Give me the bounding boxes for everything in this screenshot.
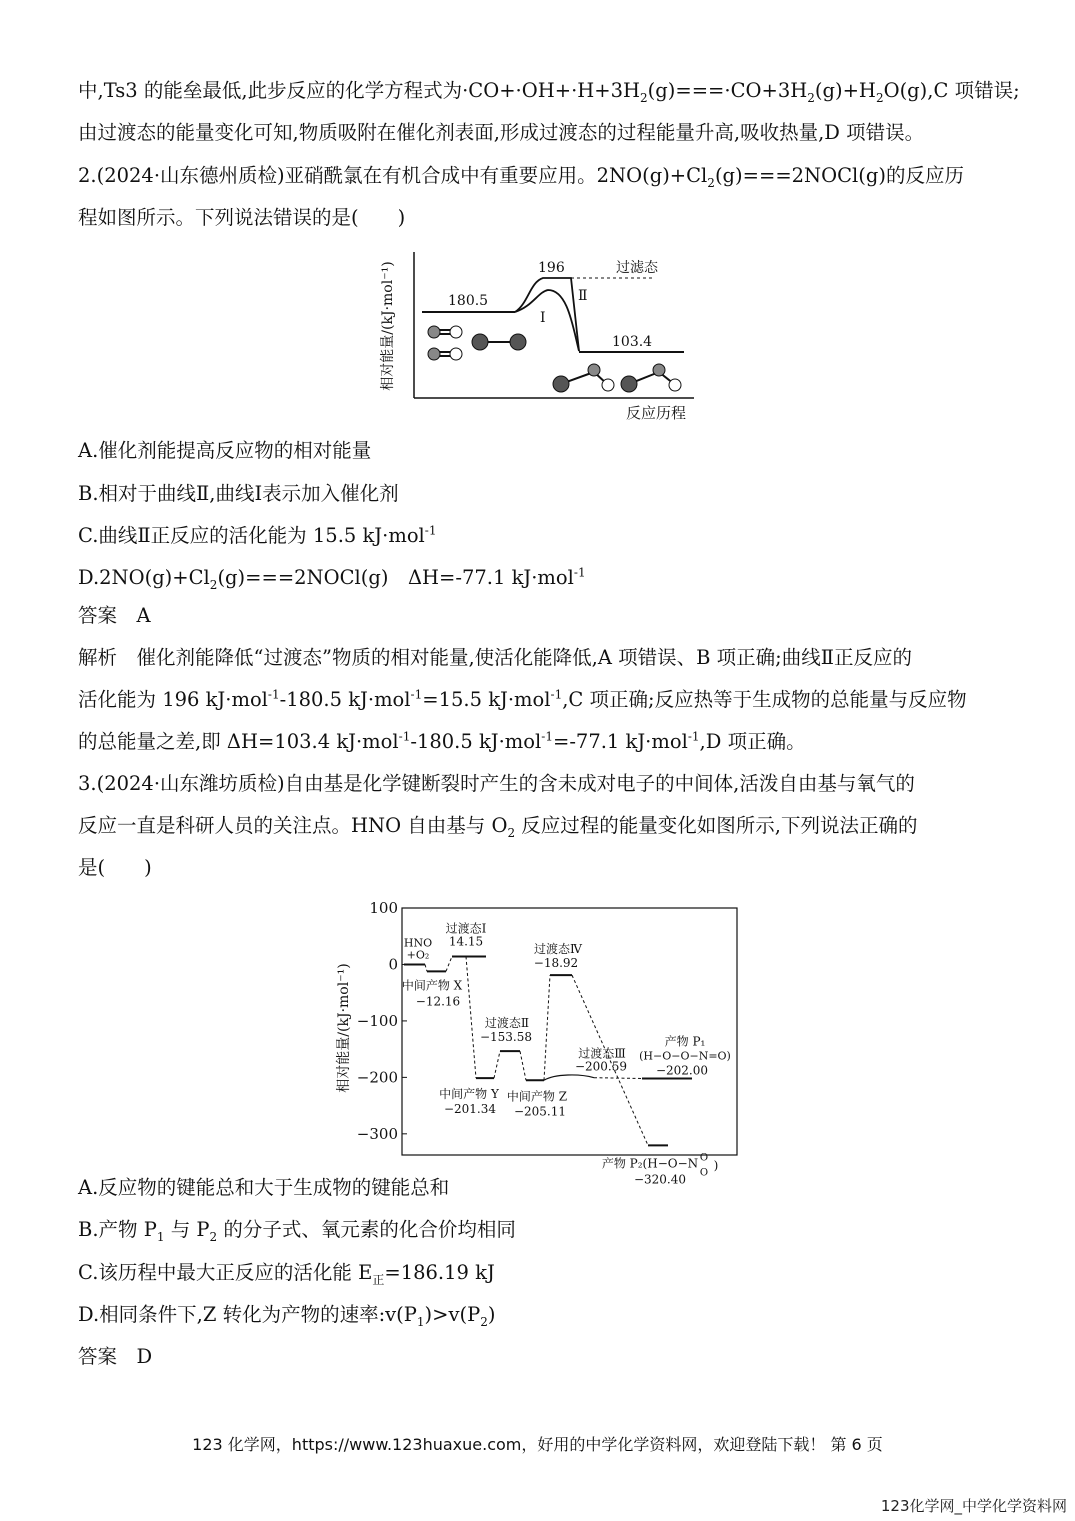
y-tick-label: −100 — [356, 1011, 398, 1030]
cl2-molecule-icon — [472, 334, 526, 350]
option-3d: D.相同条件下,Z 转化为产物的速率$:v(P_1)>v(P_2)$ — [78, 1303, 496, 1329]
answer-3: 答案 D — [78, 1345, 153, 1368]
label-ts-4: 过渡态Ⅳ — [534, 942, 582, 957]
analysis-2-line-3: 的总能量之差,即 ΔH=103.4 kJ·mol$^{-1}$-180.5 kJ·mol$^{-1}$=-77.1 kJ·mol$^{-1}$,D 项正确。 — [78, 729, 806, 753]
no-molecule-icon — [428, 326, 462, 338]
label-product-p1-formula: (H−O−O−N=O) — [639, 1049, 731, 1063]
value-ts-3: −200.59 — [574, 1059, 628, 1074]
option-3c: C.该历程中最大正反应的活化能 $E_正=186.19$ kJ — [78, 1261, 495, 1287]
value-product-p1: −202.00 — [655, 1063, 709, 1078]
option-a: A.催化剂能提高反应物的相对能量 — [78, 439, 372, 462]
label-product-p2: 产物 P₂(H−O−N — [601, 1156, 699, 1171]
path-segment — [544, 975, 550, 1080]
option-d: $D.2NO(g)+Cl_2(g)===2NOCl(g)$ ΔH=-77.1 kJ·mol$^{-1}$ — [78, 565, 586, 592]
label-reactant-2: +O₂ — [406, 948, 430, 962]
reaction-energy-chart-2 — [330, 898, 742, 1187]
label-intermediate-z: 中间产物 Z — [506, 1089, 568, 1104]
reaction-energy-figure-1 — [378, 248, 708, 428]
y-tick-label: 0 — [388, 955, 398, 974]
question-3-line-3: 是( ) — [78, 856, 152, 879]
nocl-molecule-icon — [553, 364, 614, 392]
fig1-ylabel: 相对能量/(kJ·mol⁻¹) — [380, 261, 396, 391]
question-3-line-1: 3.(2024·山东潍坊质检)自由基是化学键断裂时产生的含未成对电子的中间体,活泼自由基与氧气的 — [78, 772, 915, 795]
label-ts-2: 过渡态Ⅱ — [484, 1016, 530, 1031]
option-3a: A.反应物的键能总和大于生成物的键能总和 — [78, 1176, 450, 1199]
path-segment — [446, 956, 452, 971]
analysis-2-line-2: 活化能为 196 kJ·mol$^{-1}$-180.5 kJ·mol$^{-1}$=15.5 kJ·mol$^{-1}$,C 项正确;反应热等于生成物的总能量与反应物 — [78, 687, 967, 711]
path-segment — [494, 1051, 500, 1078]
y-axis-label: 相对能量/(kJ·mol⁻¹) — [336, 963, 352, 1093]
path-segment — [425, 964, 427, 971]
fig1-curve-2-label: Ⅱ — [578, 288, 588, 304]
value-intermediate-x: −12.16 — [415, 994, 461, 1009]
path-segment — [544, 1075, 594, 1080]
fig1-curve-1-label: Ⅰ — [540, 310, 546, 326]
path-segment — [466, 956, 476, 1078]
label-product-p2-close: ) — [713, 1158, 719, 1173]
value-intermediate-z: −205.11 — [513, 1104, 567, 1119]
y-tick-label: −200 — [356, 1068, 398, 1087]
value-ts-2: −153.58 — [479, 1030, 533, 1045]
question-2-line-2: 程如图所示。下列说法错误的是( ) — [78, 206, 406, 229]
text-line-1: 中,Ts3 的能垒最低,此步反应的化学方程式为$\cdot CO+\cdot OH+\cdot H+3H_2(g)===\cdot CO+3H_2(g)+H_2O(g),C$ 项错误; — [78, 79, 1020, 105]
label-ts-1: 过渡态Ⅰ — [445, 921, 487, 936]
value-product-p2: −320.40 — [633, 1172, 687, 1187]
question-2-line-1: 2.(2024·山东德州质检)亚硝酰氯在有机合成中有重要应用。$2NO(g)+Cl_2(g)===2NOCl(g)$的反应历 — [78, 164, 964, 190]
path-segment — [520, 1051, 526, 1080]
y-tick-label: −300 — [356, 1124, 398, 1143]
no-molecule-icon — [428, 348, 462, 360]
label-reactant: HNO — [403, 936, 433, 950]
label-product-p2-o-lower: O — [699, 1167, 709, 1179]
option-3b: B.产物 $P_1$ 与 $P_2$ 的分子式、氧元素的化合价均相同 — [78, 1218, 516, 1244]
label-intermediate-x: 中间产物 X — [401, 978, 463, 993]
fig1-reactant-value: 180.5 — [448, 293, 489, 309]
fig1-xlabel: 反应历程 — [625, 404, 687, 422]
label-product-p2-o-upper: O — [699, 1152, 709, 1164]
page-footer: 123 化学网，https://www.123huaxue.com，好用的中学化学资料网，欢迎登陆下载！ 第 6 页 — [192, 1435, 883, 1454]
fig1-product-value: 103.4 — [612, 334, 653, 350]
label-product-p1: 产物 P₁ — [664, 1034, 706, 1049]
value-ts-1: 14.15 — [448, 934, 484, 949]
option-b: B.相对于曲线Ⅱ,曲线Ⅰ表示加入催化剂 — [78, 482, 399, 505]
fig1-ts-value: 196 — [538, 260, 565, 276]
fig1-ts-label: 过滤态 — [616, 260, 658, 276]
y-tick-label: 100 — [369, 899, 398, 917]
text-line-2: 由过渡态的能量变化可知,物质吸附在催化剂表面,形成过渡态的过程能量升高,吸收热量,D 项错误。 — [78, 121, 925, 144]
answer-2: 答案 A — [78, 604, 151, 627]
option-c: C.曲线Ⅱ正反应的活化能为 15.5 kJ·mol$^{-1}$ — [78, 523, 437, 547]
nocl-molecule-icon — [621, 364, 681, 392]
question-3-line-2: 反应一直是科研人员的关注点。HNO 自由基与 $O_2$ 反应过程的能量变化如图所示,下列说法正确的 — [78, 814, 918, 840]
label-intermediate-y: 中间产物 Y — [439, 1087, 499, 1102]
path-segment — [594, 1078, 642, 1079]
analysis-2-line-1: 解析 催化剂能降低“过渡态”物质的相对能量,使活化能降低,A 项错误、B 项正确;曲线Ⅱ正反应的 — [78, 646, 912, 669]
watermark: 123化学网_中学化学资料网 — [880, 1497, 1067, 1515]
label-ts-3: 过渡态Ⅲ — [578, 1046, 626, 1061]
value-ts-4: −18.92 — [533, 956, 579, 971]
value-intermediate-y: −201.34 — [443, 1102, 497, 1117]
